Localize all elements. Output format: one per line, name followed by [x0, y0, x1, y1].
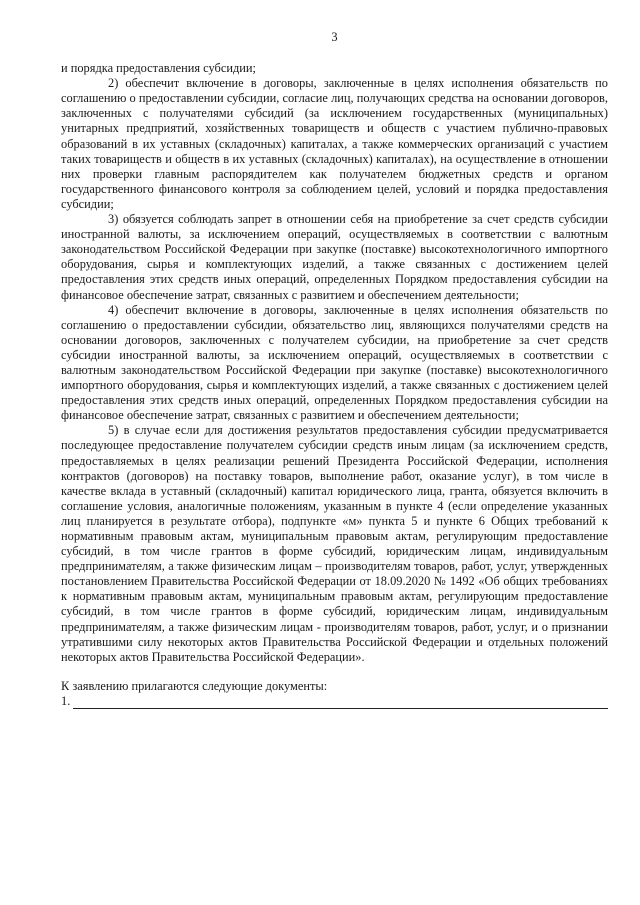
attachment-item-1[interactable]: [61, 694, 608, 709]
attachments-title: К заявлению прилагаются следующие документы:: [61, 678, 328, 693]
paragraph-item-5: 5) в случае если для достижения результатов предоставления субсидии предусматривается последующее предоставление получателем субсидии средств иным лицам (за исключением средств, предоставляемых в целях реализации решений Президента Российской Федерации, исполнения контрактов (договоров) на поставку товаров, выполнение работ, оказание услуг), в том числе в качестве вклада в уставный (складочный) капитал юридического лица, гранта, обязуется включить в соглашение условия, аналогичные положениям, указанным в пункте 4 (если определение указанных лиц планируется в результате отбора), подпункте «м» пункта 5 и пункте 6 Общих требований к нормативным правовым актам, муниципальным правовым актам, регулирующим предоставление субсидий, в том числе грантов в форме субсидий, юридическим лицам, индивидуальным предпринимателям, а также физическим лицам – производителям товаров, работ, услуг, утвержденных постановлением Правительства Российской Федерации от 18.09.2020 № 1492 «Об общих требованиях к нормативным правовым актам, муниципальным правовым актам, регулирующим предоставление субсидий, в том числе грантов в форме субсидий, юридическим лицам, индивидуальным предпринимателям, а также физическим лицам - производителям товаров, работ, услуг, и о признании утратившими силу некоторых актов Правительства Российской Федерации и отдельных положений некоторых актов Правительства Российской Федерации».: [61, 423, 608, 664]
attachment-number: 1.: [61, 693, 71, 708]
attachment-fill-line[interactable]: [73, 696, 608, 709]
paragraph-continuation: и порядка предоставления субсидии;: [61, 61, 256, 76]
paragraph-item-3: 3) обязуется соблюдать запрет в отношении себя на приобретение за счет средств субсидии иностранной валюты, за исключением операций, осуществляемых в соответствии с валютным законодательством Российской Федерации при закупке (поставке) высокотехнологичного импортного оборудования, сырья и комплектующих изделий, а также связанных с достижением целей предоставления этих средств иных операций, определенных Порядком предоставления субсидии на финансовое обеспечение затрат, связанных с развитием и обеспечением деятельности;: [61, 212, 608, 302]
page-number: 3: [331, 30, 338, 44]
paragraph-item-2: 2) обеспечит включение в договоры, заключенные в целях исполнения обязательств по соглашению о предоставлении субсидии, согласие лиц, получающих средства на основании договоров, заключенных с получателями субсидий (за исключением государственных (муниципальных) унитарных предприятий, хозяйственных товариществ и обществ с участием публично-правовых образований в их уставных (складочных) капиталах, а также коммерческих организаций с участием таких товариществ и обществ в их уставных (складочных) капиталах), на осуществление в отношении них проверки главным распорядителем как получателем бюджетных средств и органом государственного финансового контроля за соблюдением целей, условий и порядка предоставления субсидии;: [61, 76, 608, 211]
paragraph-item-4: 4) обеспечит включение в договоры, заключенные в целях исполнения обязательств по соглашению о предоставлении субсидии, обязательство лиц, являющихся получателями средств на основании договоров, заключенных с получателем субсидии, на приобретение за счет средств субсидии иностранной валюты, за исключением операций, осуществляемых в соответствии с валютным законодательством Российской Федерации при закупке (поставке) высокотехнологичного импортного оборудования, сырья и комплектующих изделий, а также связанных с достижением целей предоставления этих средств иных операций, определенных Порядком предоставления субсидии на финансовое обеспечение затрат, связанных с развитием и обеспечением деятельности;: [61, 302, 608, 423]
spacer: [61, 665, 608, 679]
